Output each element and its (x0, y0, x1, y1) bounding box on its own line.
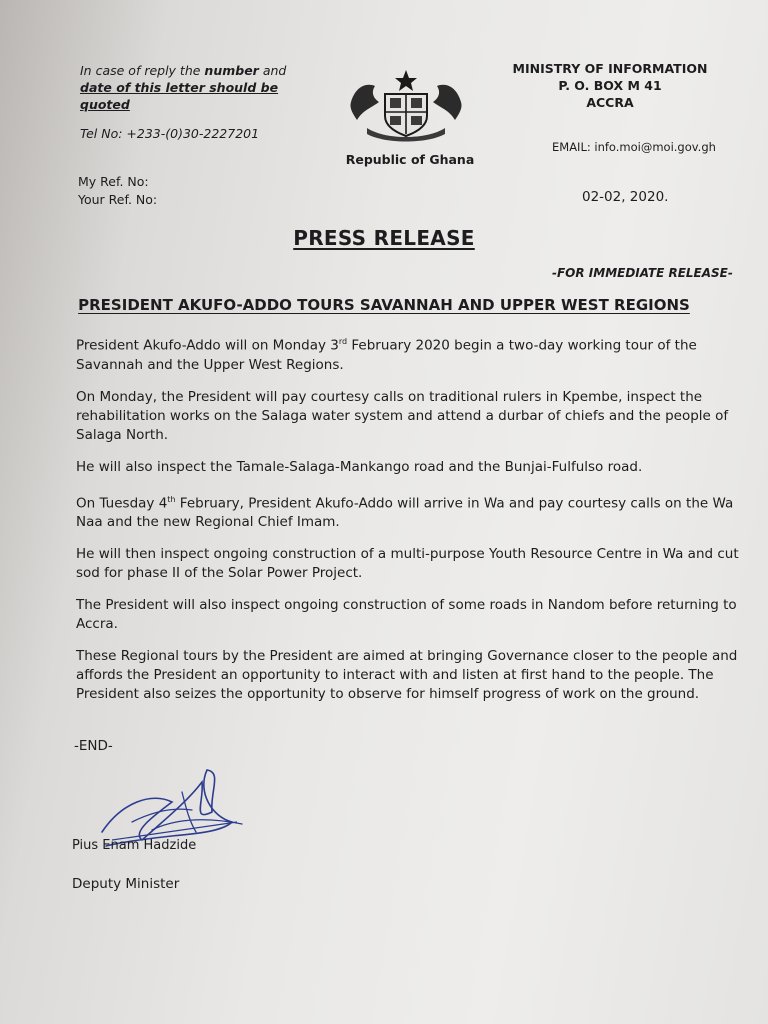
telephone-number: Tel No: +233-(0)30-2227201 (80, 126, 260, 141)
release-body (76, 332, 746, 717)
end-marker: -END- (74, 738, 113, 754)
ministry-name: MINISTRY OF INFORMATION (512, 61, 708, 76)
signatory-role: Deputy Minister (72, 876, 180, 892)
reply-note (80, 62, 320, 113)
ministry-email: EMAIL: info.moi@moi.gov.gh (552, 140, 716, 154)
reply-note-and: and (258, 63, 287, 78)
paragraph-4: On Tuesday 4th February, President Akufo-Addo will arrive in Wa and pay courtesy calls on the Wa Naa and the new Regional Chief Imam. (76, 494, 734, 530)
release-headline-text: PRESIDENT AKUFO-ADDO TOURS SAVANNAH AND UPPER WEST REGIONS (78, 296, 690, 314)
republic-of-ghana: Republic of Ghana (345, 152, 475, 167)
paragraph-1: President Akufo-Addo will on Monday 3rd February 2020 begin a two-day working tour of the Savannah and the Upper West Regions. (76, 337, 697, 373)
my-ref: My Ref. No: (78, 174, 149, 189)
reply-note-date: date of this letter should be quoted (80, 80, 279, 112)
paragraph-2: On Monday, the President will pay courtesy calls on traditional rulers in Kpembe, inspect the rehabilitation works on the Salaga water system and attend a durbar of chiefs and the people of Salaga North. (76, 388, 729, 443)
reply-note-number: number (204, 63, 259, 78)
ghana-coat-of-arms-icon (345, 68, 467, 142)
release-headline (0, 296, 768, 314)
letter-date: 02-02, 2020. (582, 189, 669, 205)
reference-block (78, 173, 157, 209)
press-release-title-text: PRESS RELEASE (293, 226, 475, 250)
signatory-name: Pius Enam Hadzide (72, 838, 197, 853)
paragraph-3: He will also inspect the Tamale-Salaga-Mankango road and the Bunjai-Fulfulso road. (76, 458, 643, 475)
ministry-address (490, 60, 730, 111)
paragraph-6: The President will also inspect ongoing construction of some roads in Nandom before returning to Accra. (76, 597, 737, 632)
reply-note-prefix: In case of reply the (80, 63, 205, 78)
press-release-title (0, 226, 768, 250)
paragraph-5: He will then inspect ongoing construction of a multi-purpose Youth Resource Centre in Wa and cut sod for phase II of the Solar Power Project. (76, 546, 739, 581)
ministry-po-box: P. O. BOX M 41 (558, 78, 662, 93)
your-ref: Your Ref. No: (78, 192, 158, 207)
immediate-release-label: -FOR IMMEDIATE RELEASE- (552, 266, 733, 280)
ministry-city: ACCRA (586, 95, 634, 110)
paragraph-7: These Regional tours by the President are aimed at bringing Governance closer to the people and affords the President an opportunity to interact with and listen at first hand to the people. The President also seizes the opportunity to observe for himself progress of work on the ground. (76, 648, 738, 702)
